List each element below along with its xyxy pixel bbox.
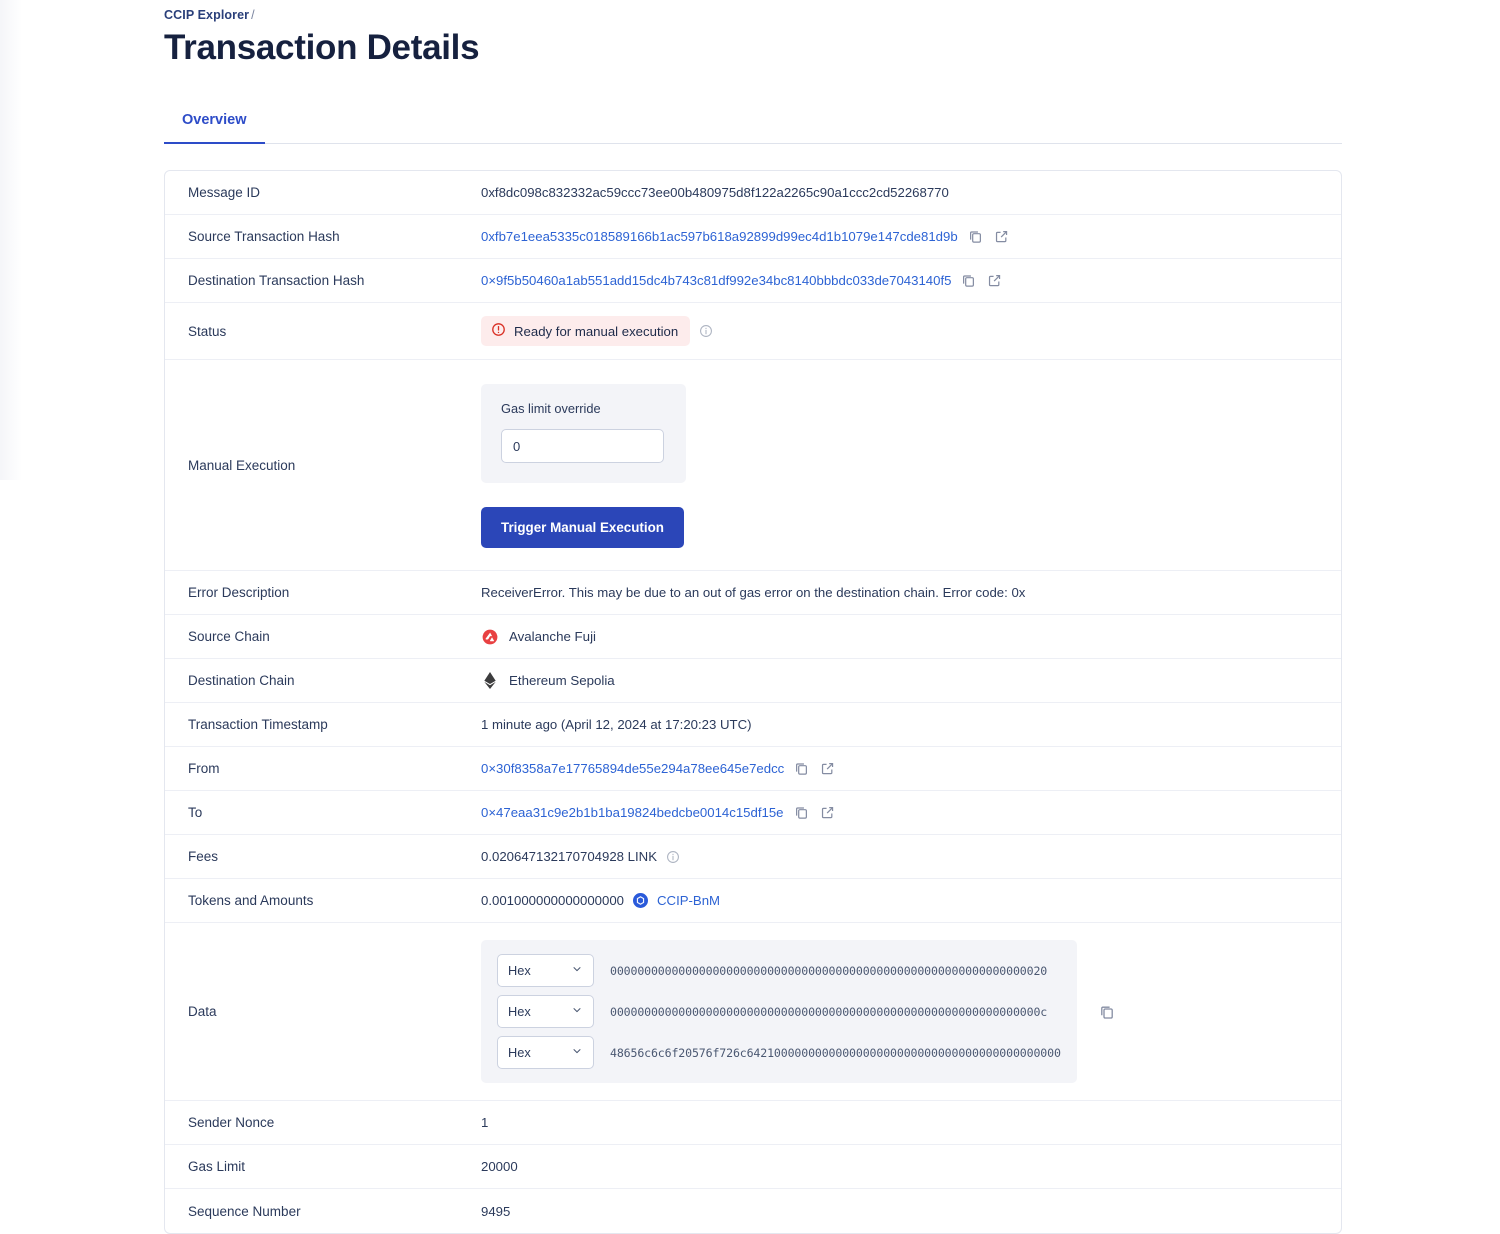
- fees-value: 0.020647132170704928 LINK: [481, 849, 657, 865]
- ccip-token-icon: [633, 893, 648, 908]
- row-label-manual-execution: Manual Execution: [188, 457, 296, 473]
- row-label-transaction-timestamp: Transaction Timestamp: [188, 717, 328, 733]
- ethereum-icon: [481, 672, 498, 689]
- data-hex-2: 48656c6c6f20576f726c6421000000000000000000000000000000000000000000: [610, 1045, 1061, 1060]
- table-row: [165, 747, 1341, 791]
- data-hex-1: 000000000000000000000000000000000000000000000000000000000000000c: [610, 1004, 1048, 1019]
- external-link-icon[interactable]: [986, 272, 1003, 289]
- row-value-manual-execution: [481, 360, 1341, 570]
- row-value-destination-chain: [481, 659, 1341, 702]
- data-format-value-0: Hex: [508, 963, 531, 979]
- breadcrumb-link-ccip-explorer[interactable]: CCIP Explorer: [164, 8, 250, 22]
- copy-icon[interactable]: [793, 804, 810, 821]
- table-row: [165, 791, 1341, 835]
- tab-bar: [164, 102, 1342, 144]
- copy-icon[interactable]: [1099, 1003, 1116, 1020]
- data-format-select-0[interactable]: [497, 954, 594, 987]
- data-line: [497, 995, 1061, 1028]
- to-address-link[interactable]: 0×47eaa31c9e2b1b1ba19824bedcbe0014c15df15e: [481, 805, 784, 821]
- token-amount-value: 0.001000000000000000: [481, 893, 625, 909]
- chevron-down-icon: [571, 963, 583, 978]
- destination-chain: [481, 672, 615, 689]
- trigger-manual-execution-button[interactable]: Trigger Manual Execution: [481, 507, 684, 548]
- row-label-tokens-and-amounts: Tokens and Amounts: [188, 893, 314, 909]
- row-value-transaction-timestamp: [481, 704, 1341, 745]
- external-link-icon[interactable]: [819, 804, 836, 821]
- copy-icon[interactable]: [967, 228, 984, 245]
- dest-tx-hash-link[interactable]: 0×9f5b50460a1ab551add15dc4b743c81df992e34bc8140bbbdc033de7043140f5: [481, 273, 952, 289]
- row-label-fees: Fees: [188, 849, 219, 865]
- status-badge: [481, 316, 690, 346]
- row-label-status: Status: [188, 323, 227, 339]
- table-row: [165, 360, 1341, 571]
- data-hex-0: 0000000000000000000000000000000000000000000000000000000000000020: [610, 963, 1048, 978]
- row-label-dest-tx-hash: Destination Transaction Hash: [188, 273, 365, 289]
- status-label: Ready for manual execution: [514, 323, 679, 339]
- details-table: [164, 170, 1342, 1234]
- table-row: [165, 571, 1341, 615]
- table-row: [165, 835, 1341, 879]
- table-row: [165, 215, 1341, 259]
- row-value-sender-nonce: [481, 1102, 1341, 1143]
- row-value-source-chain: [481, 615, 1341, 658]
- chevron-down-icon: [571, 1045, 583, 1060]
- data-format-select-2[interactable]: [497, 1036, 594, 1069]
- copy-icon[interactable]: [960, 272, 977, 289]
- page-title: Transaction Details: [164, 28, 480, 67]
- left-decoration: [0, 0, 22, 480]
- external-link-icon[interactable]: [993, 228, 1010, 245]
- row-value-dest-tx-hash: [481, 259, 1341, 302]
- row-value-status: [481, 303, 1341, 359]
- copy-icon[interactable]: [793, 760, 810, 777]
- gas-limit-override-panel: [481, 384, 686, 483]
- row-label-data: Data: [188, 1004, 217, 1020]
- row-label-to: To: [188, 805, 203, 821]
- external-link-icon[interactable]: [819, 760, 836, 777]
- chevron-down-icon: [571, 1004, 583, 1019]
- row-value-error-description: [481, 572, 1341, 613]
- row-label-source-tx-hash: Source Transaction Hash: [188, 229, 340, 245]
- table-row: [165, 1145, 1341, 1189]
- row-value-tokens-and-amounts: [481, 880, 1341, 921]
- alert-icon: [491, 322, 506, 340]
- row-label-from: From: [188, 761, 220, 777]
- row-label-message-id: Message ID: [188, 185, 261, 201]
- table-row: [165, 703, 1341, 747]
- gas-limit-value: 20000: [481, 1159, 518, 1175]
- sequence-number-value: 9495: [481, 1203, 511, 1219]
- table-row: [165, 923, 1341, 1101]
- breadcrumb: [164, 8, 1342, 22]
- destination-chain-label: Ethereum Sepolia: [509, 673, 615, 689]
- gas-limit-input[interactable]: [501, 429, 664, 463]
- token-symbol-link[interactable]: CCIP-BnM: [657, 893, 721, 909]
- data-format-value-1: Hex: [508, 1004, 531, 1020]
- row-value-to: [481, 791, 1341, 834]
- table-row: [165, 879, 1341, 923]
- breadcrumb-separator: /: [251, 8, 255, 22]
- table-row: [165, 1189, 1341, 1233]
- source-tx-hash-link[interactable]: 0xfb7e1eea5335c018589166b1ac597b618a92899d99ec4d1b1079e147cde81d9b: [481, 229, 958, 245]
- row-value-sequence-number: [481, 1191, 1341, 1232]
- row-value-data: [481, 923, 1341, 1100]
- info-icon[interactable]: [666, 850, 680, 864]
- row-value-from: [481, 747, 1341, 790]
- table-row: [165, 615, 1341, 659]
- data-format-select-1[interactable]: [497, 995, 594, 1028]
- source-chain-label: Avalanche Fuji: [509, 629, 596, 645]
- data-line: [497, 1036, 1061, 1069]
- tab-overview[interactable]: Overview: [164, 102, 265, 144]
- source-chain: [481, 628, 596, 645]
- sender-nonce-value: 1: [481, 1115, 489, 1131]
- info-icon[interactable]: [699, 324, 713, 338]
- data-panel: [481, 940, 1077, 1083]
- data-lines: [497, 954, 1061, 1069]
- row-value-fees: [481, 836, 1341, 877]
- avalanche-icon: [481, 628, 498, 645]
- table-row: [165, 259, 1341, 303]
- from-address-link[interactable]: 0×30f8358a7e17765894de55e294a78ee645e7edcc: [481, 761, 785, 777]
- data-format-value-2: Hex: [508, 1045, 531, 1061]
- row-label-sender-nonce: Sender Nonce: [188, 1115, 275, 1131]
- row-label-error-description: Error Description: [188, 585, 290, 601]
- row-value-message-id: [481, 172, 1341, 213]
- error-description-value: ReceiverError. This may be due to an out of gas error on the destination chain. Error code: 0x: [481, 585, 1026, 601]
- data-line: [497, 954, 1061, 987]
- table-row: [165, 659, 1341, 703]
- table-row: [165, 1101, 1341, 1145]
- row-label-gas-limit: Gas Limit: [188, 1159, 246, 1175]
- message-id-value: 0xf8dc098c832332ac59ccc73ee00b480975d8f122a2265c90a1ccc2cd52268770: [481, 185, 949, 201]
- transaction-timestamp-value: 1 minute ago (April 12, 2024 at 17:20:23 UTC): [481, 717, 752, 733]
- row-value-source-tx-hash: [481, 215, 1341, 258]
- row-label-sequence-number: Sequence Number: [188, 1203, 301, 1219]
- table-row: [165, 171, 1341, 215]
- row-value-gas-limit: [481, 1146, 1341, 1187]
- row-label-source-chain: Source Chain: [188, 629, 270, 645]
- table-row: [165, 303, 1341, 360]
- gas-limit-override-label: Gas limit override: [501, 401, 601, 417]
- row-label-destination-chain: Destination Chain: [188, 673, 295, 689]
